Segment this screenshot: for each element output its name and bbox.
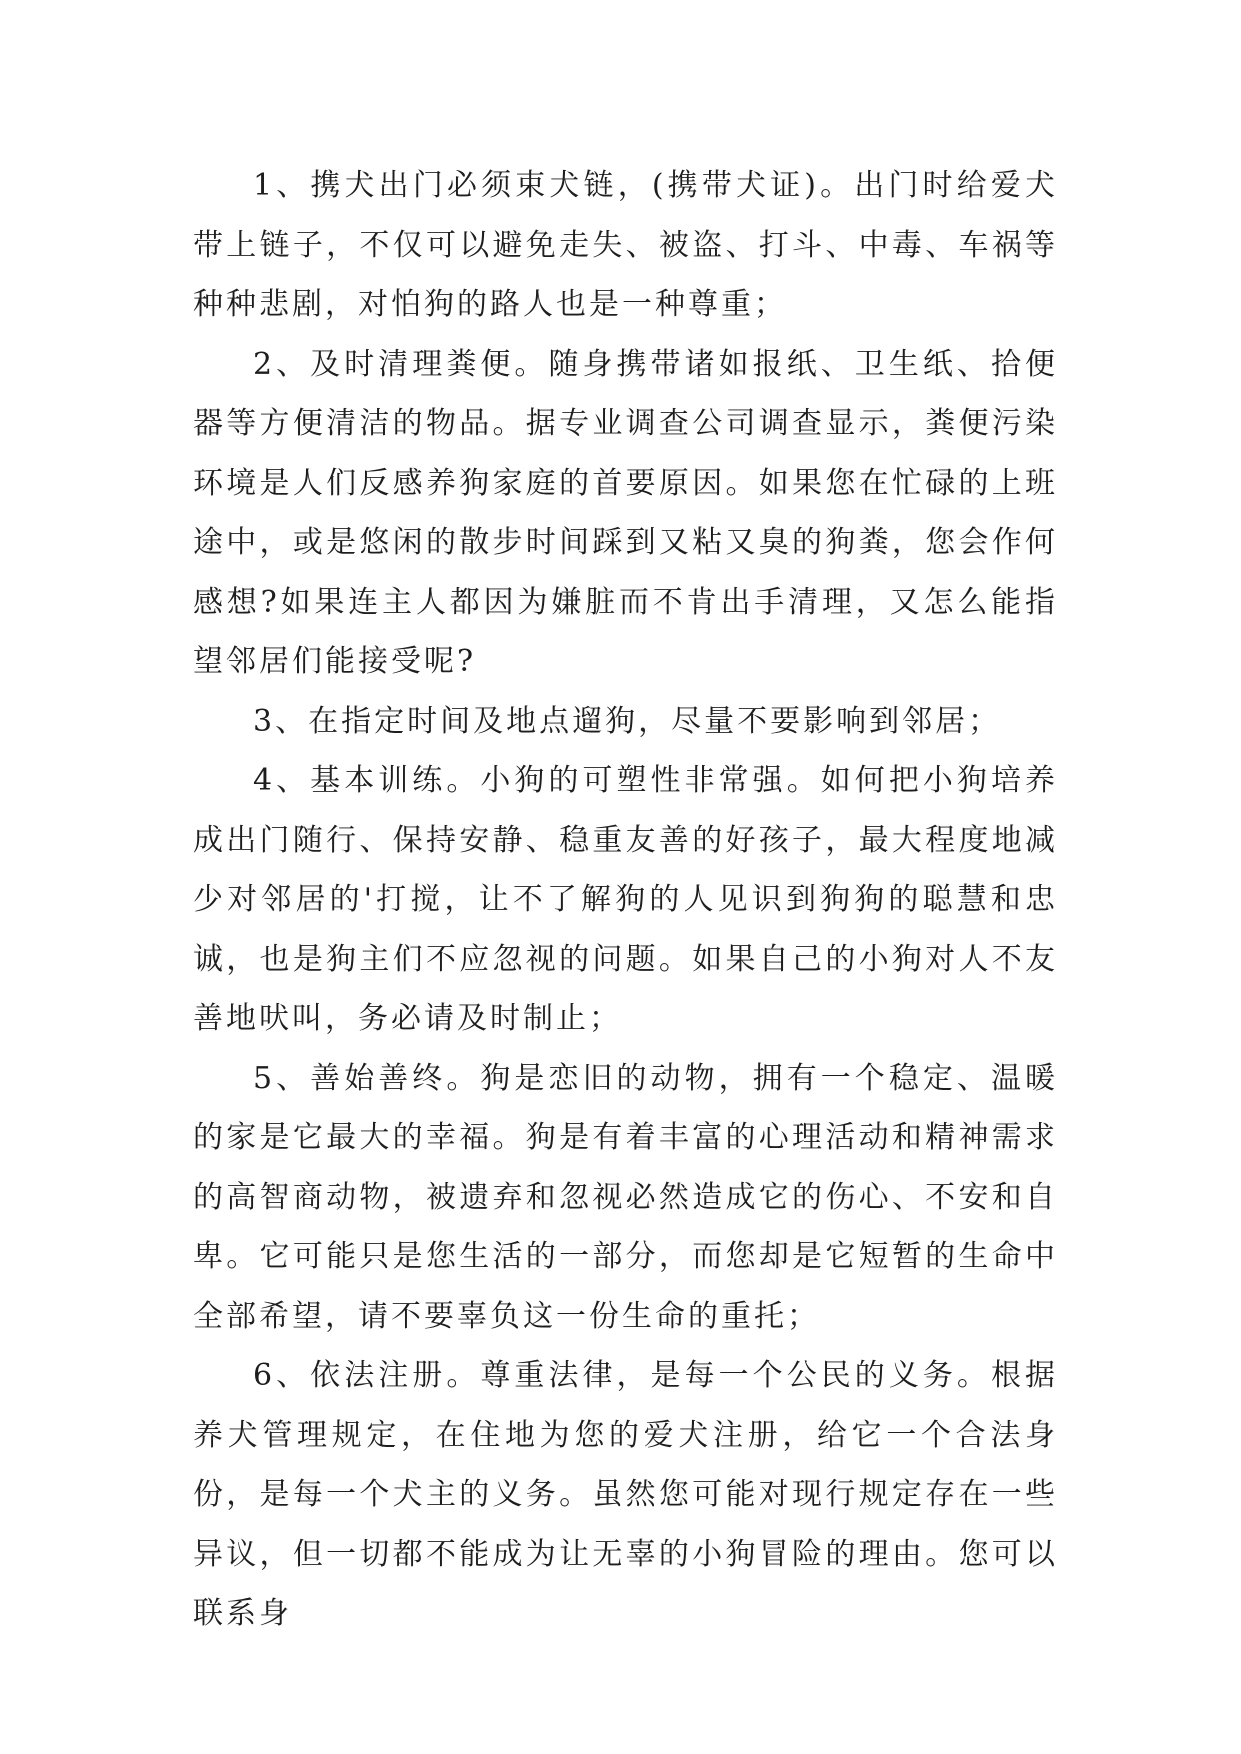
paragraph-5: 5、善始善终。狗是恋旧的动物，拥有一个稳定、温暖的家是它最大的幸福。狗是有着丰富的心理活动和精神需求的高智商动物，被遗弃和忽视必然造成它的伤心、不安和自卑。它可能只是您生活的一部分，而您却是它短暂的生命中全部希望，请不要辜负这一份生命的重托； <box>193 1060 1058 1334</box>
paragraph-3: 3、在指定时间及地点遛狗，尽量不要影响到邻居； <box>253 703 1002 739</box>
paragraph-1: 1、携犬出门必须束犬链，(携带犬证)。出门时给爱犬带上链子，不仅可以避免走失、被盗、打斗、中毒、车祸等种种悲剧，对怕狗的路人也是一种尊重； <box>193 168 1058 322</box>
paragraph-6: 6、依法注册。尊重法律，是每一个公民的义务。根据养犬管理规定，在住地为您的爱犬注册，给它一个合法身份，是每一个犬主的义务。虽然您可能对现行规定存在一些异议，但一切都不能成为让无辜的小狗冒险的理由。您可以联系身 <box>193 1358 1058 1631</box>
paragraph-2: 2、及时清理粪便。随身携带诸如报纸、卫生纸、拾便器等方便清洁的物品。据专业调查公司调查显示，粪便污染环境是人们反感养狗家庭的首要原因。如果您在忙碌的上班途中，或是悠闲的散步时间踩到又粘又臭的狗粪，您会作何感想?如果连主人都因为嫌脏而不肯出手清理，又怎么能指望邻居们能接受呢? <box>193 346 1058 679</box>
document-body <box>193 156 1058 1644</box>
paragraph-4: 4、基本训练。小狗的可塑性非常强。如何把小狗培养成出门随行、保持安静、稳重友善的好孩子，最大程度地减少对邻居的'打搅，让不了解狗的人见识到狗狗的聪慧和忠诚，也是狗主们不应忽视的问题。如果自己的小狗对人不友善地吠叫，务必请及时制止； <box>193 763 1058 1036</box>
